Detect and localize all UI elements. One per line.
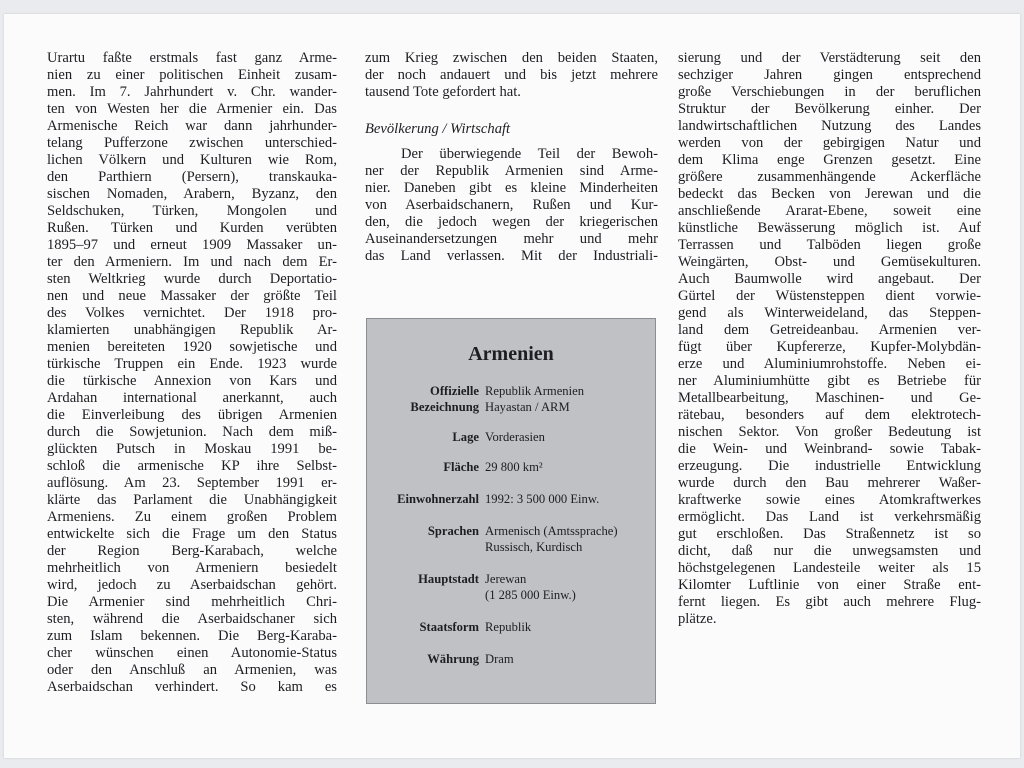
text-line: sechziger Jahren gingen entsprechend [678, 67, 981, 83]
text-line: rätebau, besonders auf dem elektrotech- [678, 407, 981, 423]
text-line: nier. Daneben gibt es kleine Minderheiten [365, 180, 658, 196]
text-line: lichen Völkern und Kulturen wie Rom, [47, 152, 337, 168]
text-line: zum Islam bekennen. Die Berg-Karaba- [47, 628, 337, 644]
text-column-right [678, 50, 981, 628]
text-line: werden von der gebirgigen Natur und [678, 135, 981, 151]
text-line: türkische Truppen ein Ende. 1923 wurde [47, 356, 337, 372]
text-line: das Land verlassen. Mit der Industriali- [365, 248, 658, 264]
fact-value: Dram [485, 652, 514, 666]
text-line: Kilomter Luftlinie von einer Straße ent- [678, 577, 981, 593]
text-line: zum Krieg zwischen den beiden Staaten, [365, 50, 658, 66]
text-line: sten, während die Aserbaidschaner sich [47, 611, 337, 627]
text-line: ner Aluminiumhütte gibt es Betriebe für [678, 373, 981, 389]
text-line: erzeugung. Die industrielle Entwicklung [678, 458, 981, 474]
text-line: nischen Sektor. Von großer Bedeutung ist [678, 424, 981, 440]
fact-value: Jerewan (1 285 000 Einw.) [485, 572, 576, 602]
text-line: Metallbearbeitung, Maschinen- und Ge- [678, 390, 981, 406]
text-line: künstliche Bewässerung möglich ist. Auf [678, 220, 981, 236]
text-line: wird, jedoch zu Aserbaidschan gehört. [47, 577, 337, 593]
text-line: Rußen. Türken und Kurden verübten [47, 220, 337, 236]
text-line: ermöglicht. Das Land ist verkehrsmäßig [678, 509, 981, 525]
text-line: tausend Tote gefordert hat. [365, 84, 521, 100]
text-line: gend als Winterweideland, das Steppen- [678, 305, 981, 321]
text-line: Gürtel der Wüstensteppen dient vorwie- [678, 288, 981, 304]
text-line: Terrassen und Talböden liegen große [678, 237, 981, 253]
fact-label: Hauptstadt [418, 572, 479, 586]
text-line: schloß die armenische KP ihre Selbst- [47, 458, 337, 474]
middle-top-text [365, 50, 658, 101]
document-page [4, 14, 1020, 758]
text-line: telang Pufferzone zwischen unterschied- [47, 135, 337, 151]
text-line: anschließende Ararat-Ebene, soweit eine [678, 203, 981, 219]
text-line: die Wein- und Weinbrand- sowie Tabak- [678, 441, 981, 457]
text-line: Armeniens. Zu einem großen Problem [47, 509, 337, 525]
text-line: ter den Armeniern. Im und nach dem Er- [47, 254, 337, 270]
text-line: Weingärten, Obst- und Gemüsekulturen. [678, 254, 981, 270]
text-line: fernt liegen. Es gibt auch mehrere Flug- [678, 594, 981, 610]
text-line: Urartu faßte erstmals fast ganz Arme- [47, 50, 337, 66]
text-line: land dem Getreideanbau. Armenien ver- [678, 322, 981, 338]
fact-label: Währung [427, 652, 479, 666]
text-line: cher wünschen einen Autonomie-Status [47, 645, 337, 661]
text-line: sischen Nomaden, Arabern, Byzanz, den [47, 186, 337, 202]
fact-label: Staatsform [419, 620, 479, 634]
text-line: den, die jedoch wegen der kriegerischen [365, 214, 658, 230]
text-line: ten von Westen her die Armenier ein. Das [47, 101, 337, 117]
fact-value: Republik [485, 620, 532, 634]
text-line: men. Im 7. Jahrhundert v. Chr. wander- [47, 84, 337, 100]
fact-value: Armenisch (Amtssprache) Russisch, Kurdisch [485, 524, 618, 554]
fact-label: Offizielle Bezeichnung [410, 384, 479, 414]
middle-bottom-text [365, 146, 658, 265]
fact-label: Sprachen [427, 524, 479, 538]
text-line: Auseinandersetzungen mehr und mehr [365, 231, 658, 247]
text-line: erze und Aluminiumrohstoffe. Neben ei- [678, 356, 981, 372]
text-line: durch die Sowjetunion. Nach dem miß- [47, 424, 337, 440]
text-line: entwickelte sich die Frage um den Status [47, 526, 337, 542]
text-line: bedeckt das Becken von Jerewan und die [678, 186, 981, 202]
text-line: von Aserbaidschanern, Rußen und Kur- [365, 197, 658, 213]
text-column-left [47, 50, 337, 696]
fact-value: Vorderasien [485, 430, 545, 444]
text-line: nen und neue Massaker der größte Teil [47, 288, 337, 304]
text-line: Der überwiegende Teil der Bewoh- [401, 146, 658, 162]
country-fact-box [366, 318, 656, 704]
text-line: oder den Anschluß an Armenien, was [47, 662, 337, 678]
text-column-middle [365, 50, 658, 265]
text-line: den Parthiern (Persern), transkauka- [47, 169, 337, 185]
text-line: Die Armenier sind mehrheitlich Chri- [47, 594, 337, 610]
fact-box-title: Armenien [468, 343, 554, 365]
fact-value: Republik Armenien Hayastan / ARM [485, 384, 584, 414]
text-line: fügt über Kupfererze, Kupfer-Molybdän- [678, 339, 981, 355]
text-line: kraftwerke sowie eines Atomkraftwerkes [678, 492, 981, 508]
text-line: Aserbaidschan verhindert. So kam es [47, 679, 337, 695]
text-line: nien zu einer politischen Einheit zusam- [47, 67, 337, 83]
text-line: gut erschloßen. Das Straßennetz ist so [678, 526, 981, 542]
text-line: Armenische Reich war dann jahrhunder- [47, 118, 337, 134]
fact-label: Fläche [443, 460, 479, 474]
section-heading: Bevölkerung / Wirtschaft [365, 121, 511, 137]
text-line: klamierten unabhängigen Republik Ar- [47, 322, 337, 338]
text-line: dicht, daß nur die unwegsamsten und [678, 543, 981, 559]
text-line: plätze. [678, 611, 717, 627]
text-line: des Volkes vernichtet. Der 1918 pro- [47, 305, 337, 321]
text-line: Seldschuken, Türken, Mongolen und [47, 203, 337, 219]
text-line: sierung und der Verstädterung seit den [678, 50, 981, 66]
text-line: 1895–97 und erneut 1909 Massaker un- [47, 237, 337, 253]
text-line: wurde durch den Bau mehrerer Waßer- [678, 475, 981, 491]
text-line: große Verschiebungen in der beruflichen [678, 84, 981, 100]
text-line: der noch andauert und bis jetzt mehrere [365, 67, 658, 83]
fact-value: 29 800 km² [485, 460, 543, 474]
text-line: Auch Baumwolle wird angebaut. Der [678, 271, 981, 287]
text-line: dem Klima enge Grenzen gesetzt. Eine [678, 152, 981, 168]
text-line: mehrheitlich von Armeniern besiedelt [47, 560, 337, 576]
text-line: ner der Republik Armenien sind Arme- [365, 163, 658, 179]
text-line: sten Weltkrieg wurde durch Deportatio- [47, 271, 337, 287]
text-line: auflösung. Am 23. September 1991 er- [47, 475, 337, 491]
text-line: Struktur der Bevölkerung einher. Der [678, 101, 981, 117]
text-line: Ardahan international anerkannt, auch [47, 390, 337, 406]
text-line: glückten Putsch in Moskau 1991 be- [47, 441, 337, 457]
text-line: landwirtschaftlichen Nutzung des Landes [678, 118, 981, 134]
text-line: größere zusammenhängende Ackerfläche [678, 169, 981, 185]
text-line: der Region Berg-Karabach, welche [47, 543, 337, 559]
text-line: klärte das Parlament die Unabhängigkeit [47, 492, 337, 508]
text-line: höchstgelegenen Landesteile weiter als 15 [678, 560, 981, 576]
fact-label: Einwohnerzahl [397, 492, 479, 506]
fact-label: Lage [452, 430, 479, 444]
fact-value: 1992: 3 500 000 Einw. [485, 492, 600, 506]
text-line: die türkische Annexion von Kars und [47, 373, 337, 389]
text-line: die Einverleibung des übrigen Armenien [47, 407, 337, 423]
text-line: menien bereiteten 1920 sowjetische und [47, 339, 337, 355]
